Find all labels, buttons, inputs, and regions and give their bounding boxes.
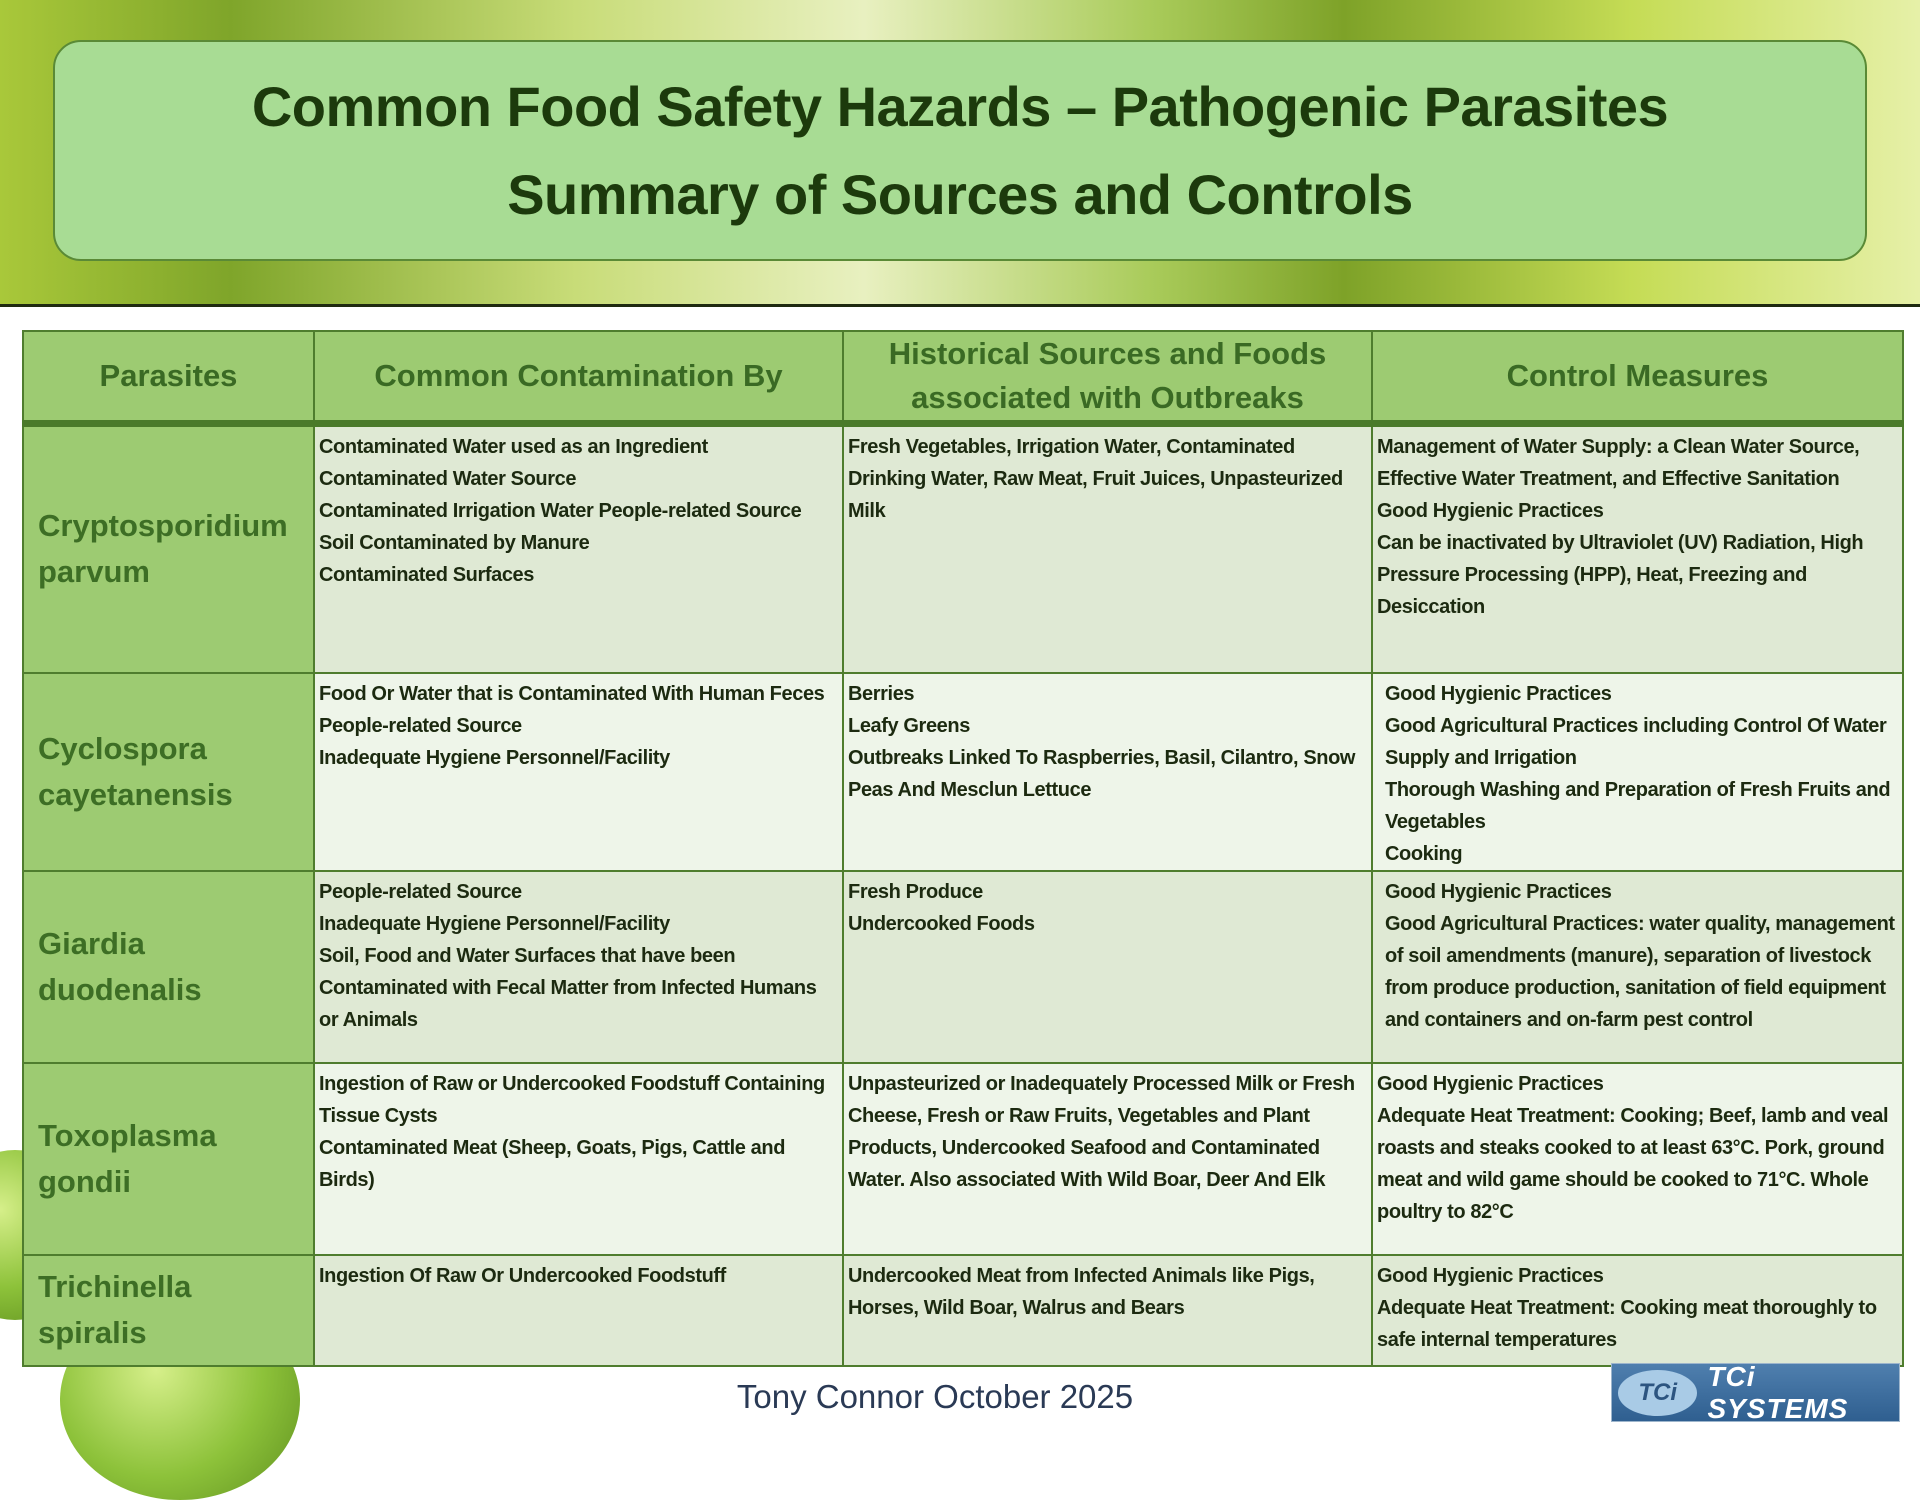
parasite-name (23, 424, 314, 673)
sources-cell (843, 673, 1372, 871)
controls-item: Adequate Heat Treatment: Cooking meat thoroughly to safe internal temperatures (1377, 1296, 1877, 1351)
table-row (23, 1255, 1903, 1366)
controls-item: Good Hygienic Practices (1385, 682, 1612, 705)
table-row (23, 1063, 1903, 1255)
parasite-name (23, 1255, 314, 1366)
parasite-name-line: Cyclospora (38, 730, 207, 766)
contamination-cell (314, 1063, 843, 1255)
sources-item: Outbreaks Linked To Raspberries, Basil, Cilantro, Snow Peas And Mesclun Lettuce (848, 746, 1356, 801)
sources-item: Fresh Produce (848, 880, 983, 903)
table-row (23, 871, 1903, 1063)
controls-item: Good Agricultural Practices: water quality, management of soil amendments (manure), separation of livestock from produce production, sanitation of field equipment and containers and on-farm pest control (1385, 912, 1895, 1031)
controls-item: Can be inactivated by Ultraviolet (UV) Radiation, High Pressure Processing (HPP), Heat, Freezing and Desiccation (1377, 532, 1864, 618)
parasite-name (23, 871, 314, 1063)
contamination-item: Food Or Water that is Contaminated With Human Feces (319, 682, 825, 705)
footer-author: Tony Connor October 2025 (736, 1378, 1134, 1415)
contamination-item: Ingestion Of Raw Or Undercooked Foodstuff (319, 1264, 726, 1287)
controls-item: Adequate Heat Treatment: Cooking; Beef, lamb and veal roasts and steaks cooked to at least 63°C. Pork, ground meat and wild game should be cooked to 71°C. Whole poultry to 82°C (1377, 1104, 1889, 1223)
header-controls: Control Measures (1372, 331, 1903, 424)
parasite-name-line: Cryptosporidium (38, 508, 288, 544)
contamination-cell (314, 871, 843, 1063)
controls-cell (1372, 1063, 1903, 1255)
sources-item: Berries (848, 682, 915, 705)
parasite-name-line: gondii (38, 1163, 131, 1199)
parasite-name-line: duodenalis (38, 971, 202, 1007)
contamination-item: Inadequate Hygiene Personnel/Facility (319, 746, 670, 769)
controls-item: Good Hygienic Practices (1377, 500, 1604, 522)
contamination-cell (314, 673, 843, 871)
sources-item: Fresh Vegetables, Irrigation Water, Contaminated Drinking Water, Raw Meat, Fruit Juices, Unpasteurized Milk (848, 436, 1343, 522)
page-title: Common Food Safety Hazards – Pathogenic Parasites (251, 74, 1669, 138)
table-row (23, 673, 1903, 871)
header-parasites: Parasites (23, 331, 314, 424)
controls-item: Good Hygienic Practices (1377, 1072, 1604, 1095)
header-contamination: Common Contamination By (314, 331, 843, 424)
parasite-name-line: parvum (38, 554, 150, 590)
controls-cell (1372, 871, 1903, 1063)
controls-item: Thorough Washing and Preparation of Fresh Fruits and Vegetables (1385, 778, 1891, 833)
controls-cell (1372, 1255, 1903, 1366)
parasite-name-line: Giardia (38, 925, 145, 961)
controls-cell (1372, 424, 1903, 673)
parasite-name-line: Trichinella (38, 1269, 192, 1304)
sources-item: Unpasteurized or Inadequately Processed Milk or Fresh Cheese, Fresh or Raw Fruits, Vegetables and Plant Products, Undercooked Seafood and Contaminated Water. Also associated With Wild Boar, Deer And Elk (848, 1072, 1355, 1191)
controls-item: Management of Water Supply: a Clean Water Source, Effective Water Treatment, and Effective Sanitation (1377, 436, 1860, 490)
controls-item: Good Hygienic Practices (1385, 880, 1612, 903)
sources-cell (843, 1255, 1372, 1366)
contamination-item: Contaminated Irrigation Water People-related Source (319, 500, 802, 522)
sources-cell (843, 871, 1372, 1063)
contamination-item: Contaminated Water Source (319, 468, 577, 490)
sources-cell (843, 424, 1372, 673)
title-box (53, 40, 1867, 261)
parasite-name-line: cayetanensis (38, 776, 233, 812)
controls-item: Cooking (1385, 842, 1463, 865)
table-header-row (23, 331, 1903, 424)
logo-badge: TCi (1618, 1370, 1697, 1416)
sources-item: Undercooked Foods (848, 912, 1035, 935)
parasites-table (22, 330, 1904, 1367)
page-subtitle: Summary of Sources and Controls (507, 162, 1413, 226)
parasite-name-line: Toxoplasma (38, 1117, 217, 1153)
sources-item: Undercooked Meat from Infected Animals like Pigs, Horses, Wild Boar, Walrus and Bears (848, 1264, 1315, 1319)
contamination-cell (314, 424, 843, 673)
table-row (23, 424, 1903, 673)
contamination-cell (314, 1255, 843, 1366)
parasite-name-line: spiralis (38, 1315, 147, 1350)
contamination-item: Soil Contaminated by Manure (319, 532, 590, 554)
header-sources: Historical Sources and Foods associated with Outbreaks (843, 331, 1372, 424)
parasite-name (23, 1063, 314, 1255)
contamination-item: Contaminated Surfaces (319, 564, 534, 586)
contamination-item: Contaminated Water used as an Ingredient (319, 436, 708, 458)
contamination-item: Soil, Food and Water Surfaces that have been Contaminated with Fecal Matter from Infected Humans or Animals (319, 944, 817, 1031)
contamination-item: Inadequate Hygiene Personnel/Facility (319, 912, 670, 935)
contamination-item: People-related Source (319, 880, 522, 903)
logo-text: TCi SYSTEMS (1707, 1360, 1849, 1424)
tci-systems-logo (1611, 1360, 1900, 1424)
parasite-name (23, 673, 314, 871)
contamination-item: Ingestion of Raw or Undercooked Foodstuff Containing Tissue Cysts (319, 1072, 825, 1127)
sources-cell (843, 1063, 1372, 1255)
sources-item: Leafy Greens (848, 714, 970, 737)
contamination-item: Contaminated Meat (Sheep, Goats, Pigs, Cattle and Birds) (319, 1136, 786, 1191)
controls-cell (1372, 673, 1903, 871)
contamination-item: People-related Source (319, 714, 522, 737)
controls-item: Good Hygienic Practices (1377, 1264, 1604, 1287)
controls-item: Good Agricultural Practices including Control Of Water Supply and Irrigation (1385, 714, 1887, 769)
